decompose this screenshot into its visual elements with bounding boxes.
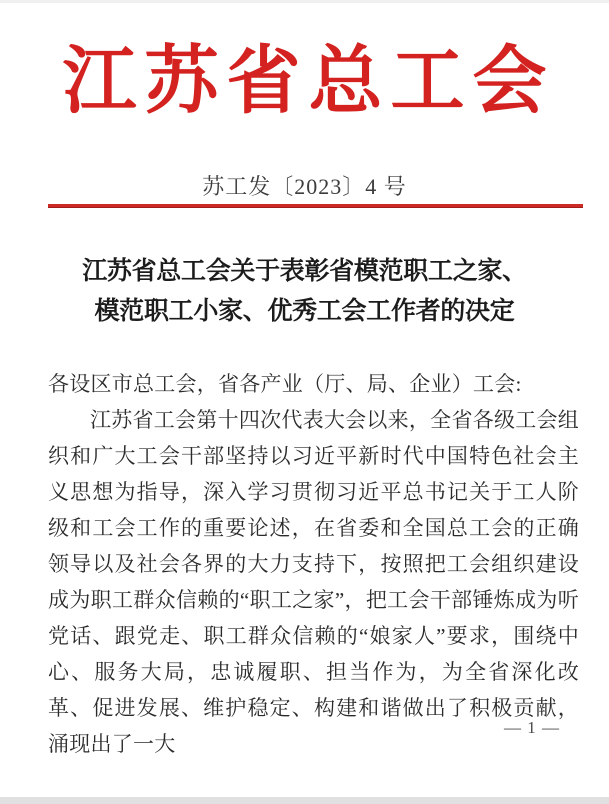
scan-edge-bottom xyxy=(0,797,609,804)
document-number: 苏工发〔2023〕4 号 xyxy=(202,174,407,199)
document-body xyxy=(48,366,579,762)
document-title xyxy=(0,252,609,332)
masthead-title: 江苏省总工会 xyxy=(62,41,555,123)
document-title-line1: 江苏省总工会关于表彰省模范职工之家、 xyxy=(82,258,527,285)
salutation-line: 各设区市总工会，省各产业（厅、局、企业）工会: xyxy=(48,372,522,396)
body-paragraph: 江苏省工会第十四次代表大会以来，全省各级工会组织和广大工会干部坚持以习近平新时代中国特色社会主义思想为指导，深入学习贯彻习近平总书记关于工人阶级和工会工作的重要论述，在省委和全国总工会的正确领导以及社会各界的大力支持下，按照把工会组织建设成为职工群众信赖的“职工之家”，把工会干部锤炼成为听党话、跟党走、职工群众信赖的“娘家人”要求，围绕中心、服务大局，忠诚履职、担当作为，为全省深化改革、促进发展、维护稳定、构建和谐做出了积极贡献，涌现出了一大 xyxy=(48,408,579,756)
page-number: — 1 — xyxy=(504,718,560,737)
red-divider-rule xyxy=(48,204,583,208)
scan-edge-top xyxy=(0,0,609,3)
document-title-line2: 模范职工小家、优秀工会工作者的决定 xyxy=(94,298,515,325)
